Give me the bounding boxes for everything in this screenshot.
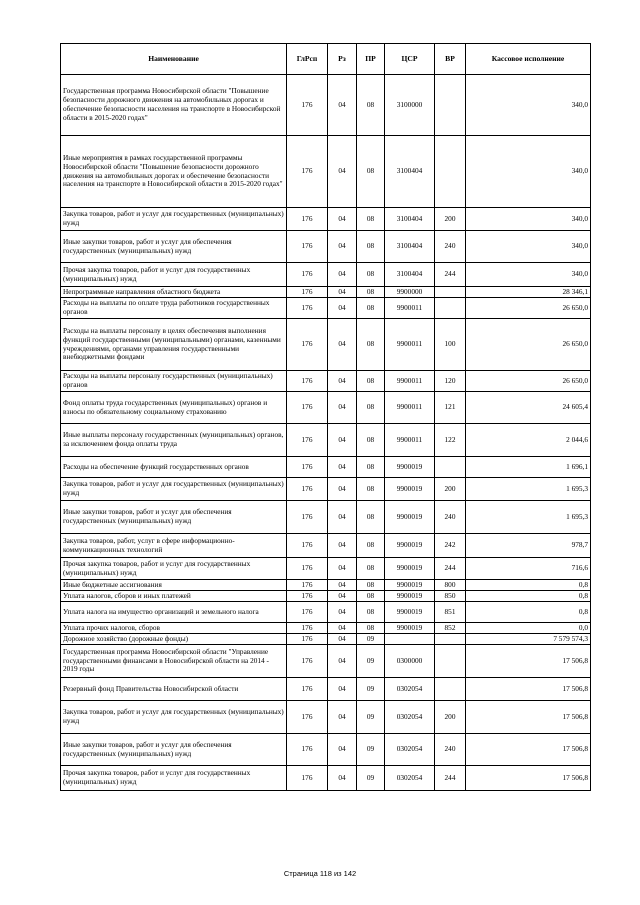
table-row [61, 634, 591, 645]
cell-csr: 0302054 [385, 701, 435, 734]
cell-glrsp: 176 [287, 298, 328, 319]
cell-glrsp: 176 [287, 319, 328, 371]
budget-execution-table [60, 43, 591, 791]
cell-glrsp: 176 [287, 231, 328, 263]
cell-vr [435, 298, 466, 319]
cell-csr: 0300000 [385, 645, 435, 678]
cell-amount: 0,0 [466, 623, 591, 634]
cell-glrsp: 176 [287, 701, 328, 734]
table-row [61, 478, 591, 501]
cell-vr [435, 645, 466, 678]
cell-rz: 04 [328, 478, 357, 501]
table-row [61, 136, 591, 208]
cell-vr [435, 678, 466, 701]
cell-amount: 17 506,8 [466, 766, 591, 791]
table-row [61, 231, 591, 263]
cell-glrsp: 176 [287, 534, 328, 558]
cell-amount: 340,0 [466, 75, 591, 136]
cell-rz: 04 [328, 580, 357, 591]
table-row [61, 580, 591, 591]
cell-csr [385, 634, 435, 645]
header-pr: ПР [357, 44, 385, 75]
cell-pr: 09 [357, 734, 385, 766]
cell-amount: 978,7 [466, 534, 591, 558]
cell-name: Прочая закупка товаров, работ и услуг для государственных (муниципальных) нужд [61, 558, 287, 580]
cell-vr: 200 [435, 208, 466, 231]
cell-rz: 04 [328, 623, 357, 634]
cell-pr: 08 [357, 208, 385, 231]
table-row [61, 766, 591, 791]
cell-glrsp: 176 [287, 623, 328, 634]
cell-name: Прочая закупка товаров, работ и услуг для государственных (муниципальных) нужд [61, 766, 287, 791]
table-row [61, 558, 591, 580]
cell-csr: 9900011 [385, 298, 435, 319]
cell-csr: 9900000 [385, 287, 435, 298]
cell-name: Закупка товаров, работ и услуг для государственных (муниципальных) нужд [61, 701, 287, 734]
cell-glrsp: 176 [287, 580, 328, 591]
cell-vr: 850 [435, 591, 466, 602]
cell-vr: 244 [435, 558, 466, 580]
cell-csr: 0302054 [385, 766, 435, 791]
table-header-row [61, 44, 591, 75]
cell-glrsp: 176 [287, 371, 328, 392]
table-row [61, 319, 591, 371]
cell-rz: 04 [328, 424, 357, 457]
table-row [61, 534, 591, 558]
table-row [61, 208, 591, 231]
cell-csr: 3100404 [385, 208, 435, 231]
cell-vr: 100 [435, 319, 466, 371]
cell-glrsp: 176 [287, 457, 328, 478]
cell-rz: 04 [328, 734, 357, 766]
cell-rz: 04 [328, 75, 357, 136]
cell-glrsp: 176 [287, 558, 328, 580]
cell-csr: 9900019 [385, 534, 435, 558]
table-row [61, 298, 591, 319]
cell-csr: 9900019 [385, 478, 435, 501]
cell-amount: 0,8 [466, 580, 591, 591]
cell-amount: 340,0 [466, 231, 591, 263]
cell-vr: 120 [435, 371, 466, 392]
header-rz: Рз [328, 44, 357, 75]
cell-name: Иные закупки товаров, работ и услуг для обеспечения государственных (муниципальных) нужд [61, 501, 287, 534]
cell-vr: 244 [435, 766, 466, 791]
cell-name: Иные закупки товаров, работ и услуг для обеспечения государственных (муниципальных) нужд [61, 734, 287, 766]
table-row [61, 645, 591, 678]
cell-name: Прочая закупка товаров, работ и услуг для государственных (муниципальных) нужд [61, 263, 287, 287]
cell-name: Расходы на обеспечение функций государственных органов [61, 457, 287, 478]
cell-name: Закупка товаров, работ и услуг для государственных (муниципальных) нужд [61, 208, 287, 231]
cell-glrsp: 176 [287, 287, 328, 298]
cell-pr: 08 [357, 558, 385, 580]
header-amount: Кассовое исполнение [466, 44, 591, 75]
cell-rz: 04 [328, 457, 357, 478]
page-number: Страница 118 из 142 [283, 869, 357, 878]
cell-name: Закупка товаров, работ и услуг для государственных (муниципальных) нужд [61, 478, 287, 501]
cell-glrsp: 176 [287, 263, 328, 287]
cell-glrsp: 176 [287, 136, 328, 208]
table-row [61, 424, 591, 457]
cell-amount: 340,0 [466, 263, 591, 287]
cell-pr: 09 [357, 766, 385, 791]
cell-pr: 08 [357, 580, 385, 591]
cell-rz: 04 [328, 645, 357, 678]
cell-rz: 04 [328, 136, 357, 208]
cell-amount: 1 695,3 [466, 478, 591, 501]
cell-rz: 04 [328, 634, 357, 645]
cell-name: Уплата прочих налогов, сборов [61, 623, 287, 634]
cell-pr: 08 [357, 136, 385, 208]
cell-vr: 122 [435, 424, 466, 457]
cell-pr: 08 [357, 623, 385, 634]
cell-rz: 04 [328, 501, 357, 534]
cell-rz: 04 [328, 208, 357, 231]
cell-rz: 04 [328, 701, 357, 734]
cell-vr: 240 [435, 231, 466, 263]
cell-pr: 09 [357, 634, 385, 645]
cell-glrsp: 176 [287, 634, 328, 645]
cell-csr: 9900019 [385, 591, 435, 602]
cell-pr: 08 [357, 371, 385, 392]
cell-pr: 08 [357, 457, 385, 478]
cell-rz: 04 [328, 766, 357, 791]
cell-pr: 08 [357, 478, 385, 501]
cell-glrsp: 176 [287, 392, 328, 424]
cell-pr: 08 [357, 501, 385, 534]
cell-pr: 08 [357, 75, 385, 136]
cell-pr: 08 [357, 231, 385, 263]
cell-pr: 08 [357, 534, 385, 558]
cell-name: Государственная программа Новосибирской области "Повышение безопасности дорожного движения на автомобильных дорогах и обеспечение безопасности населения на транспорте в Новосибирской области в 2015-2020 годах" [61, 75, 287, 136]
cell-rz: 04 [328, 287, 357, 298]
cell-amount: 17 506,8 [466, 734, 591, 766]
cell-vr: 240 [435, 501, 466, 534]
cell-vr: 240 [435, 734, 466, 766]
cell-glrsp: 176 [287, 424, 328, 457]
cell-csr: 9900019 [385, 602, 435, 623]
cell-pr: 09 [357, 678, 385, 701]
cell-name: Государственная программа Новосибирской области "Управление государственными финансами в Новосибирской области на 2014 - 2019 годы [61, 645, 287, 678]
cell-glrsp: 176 [287, 75, 328, 136]
cell-amount: 17 506,8 [466, 645, 591, 678]
table-row [61, 734, 591, 766]
cell-vr: 852 [435, 623, 466, 634]
cell-rz: 04 [328, 558, 357, 580]
cell-csr: 9900011 [385, 319, 435, 371]
cell-csr: 3100404 [385, 136, 435, 208]
cell-rz: 04 [328, 371, 357, 392]
cell-rz: 04 [328, 591, 357, 602]
cell-vr: 244 [435, 263, 466, 287]
cell-csr: 3100404 [385, 263, 435, 287]
cell-amount: 340,0 [466, 208, 591, 231]
cell-pr: 08 [357, 591, 385, 602]
cell-csr: 9900019 [385, 623, 435, 634]
cell-amount: 0,8 [466, 602, 591, 623]
cell-csr: 0302054 [385, 678, 435, 701]
cell-amount: 24 605,4 [466, 392, 591, 424]
cell-rz: 04 [328, 298, 357, 319]
cell-glrsp: 176 [287, 734, 328, 766]
cell-amount: 716,6 [466, 558, 591, 580]
header-name: Наименование [61, 44, 287, 75]
table-row [61, 263, 591, 287]
cell-csr: 9900019 [385, 558, 435, 580]
cell-rz: 04 [328, 263, 357, 287]
cell-csr: 9900011 [385, 392, 435, 424]
cell-name: Расходы на выплаты по оплате труда работников государственных органов [61, 298, 287, 319]
cell-name: Иные закупки товаров, работ и услуг для обеспечения государственных (муниципальных) нужд [61, 231, 287, 263]
cell-glrsp: 176 [287, 645, 328, 678]
cell-name: Расходы на выплаты персоналу в целях обеспечения выполнения функций государственными (муниципальными) органами, казенными учреждениями, органами управления государственными внебюджетными фондами [61, 319, 287, 371]
table-row [61, 591, 591, 602]
cell-pr: 08 [357, 602, 385, 623]
cell-name: Резервный фонд Правительства Новосибирской области [61, 678, 287, 701]
cell-amount: 28 346,1 [466, 287, 591, 298]
header-vr: ВР [435, 44, 466, 75]
cell-name: Непрограммные направления областного бюджета [61, 287, 287, 298]
cell-vr [435, 287, 466, 298]
cell-amount: 2 044,6 [466, 424, 591, 457]
cell-amount: 17 506,8 [466, 678, 591, 701]
table-row [61, 371, 591, 392]
cell-rz: 04 [328, 319, 357, 371]
cell-pr: 08 [357, 263, 385, 287]
cell-name: Уплата налогов, сборов и иных платежей [61, 591, 287, 602]
cell-pr: 09 [357, 645, 385, 678]
cell-rz: 04 [328, 534, 357, 558]
table-row [61, 678, 591, 701]
table-row [61, 75, 591, 136]
cell-vr: 800 [435, 580, 466, 591]
cell-pr: 08 [357, 287, 385, 298]
cell-name: Дорожное хозяйство (дорожные фонды) [61, 634, 287, 645]
cell-pr: 08 [357, 392, 385, 424]
table-row [61, 392, 591, 424]
cell-name: Расходы на выплаты персоналу государственных (муниципальных) органов [61, 371, 287, 392]
cell-csr: 9900019 [385, 501, 435, 534]
cell-name: Иные мероприятия в рамках государственной программы Новосибирской области "Повышение безопасности дорожного движения на автомобильных дорогах и обеспечение безопасности населения на транспорте в Новосибирской области в 2015-2020 годах" [61, 136, 287, 208]
cell-amount: 0,8 [466, 591, 591, 602]
cell-amount: 340,0 [466, 136, 591, 208]
cell-name: Уплата налога на имущество организаций и земельного налога [61, 602, 287, 623]
cell-pr: 09 [357, 701, 385, 734]
cell-vr: 200 [435, 701, 466, 734]
cell-csr: 3100000 [385, 75, 435, 136]
cell-rz: 04 [328, 231, 357, 263]
table-row [61, 287, 591, 298]
table-row [61, 457, 591, 478]
cell-vr [435, 75, 466, 136]
cell-glrsp: 176 [287, 501, 328, 534]
cell-glrsp: 176 [287, 208, 328, 231]
cell-amount: 26 650,0 [466, 319, 591, 371]
cell-pr: 08 [357, 298, 385, 319]
cell-csr: 0302054 [385, 734, 435, 766]
table-row [61, 501, 591, 534]
table-row [61, 701, 591, 734]
cell-pr: 08 [357, 319, 385, 371]
cell-amount: 26 650,0 [466, 298, 591, 319]
cell-csr: 3100404 [385, 231, 435, 263]
cell-glrsp: 176 [287, 591, 328, 602]
cell-name: Фонд оплаты труда государственных (муниципальных) органов и взносы по обязательному социальному страхованию [61, 392, 287, 424]
cell-amount: 1 695,3 [466, 501, 591, 534]
cell-amount: 17 506,8 [466, 701, 591, 734]
cell-glrsp: 176 [287, 602, 328, 623]
cell-vr [435, 457, 466, 478]
cell-vr [435, 136, 466, 208]
cell-pr: 08 [357, 424, 385, 457]
cell-vr: 242 [435, 534, 466, 558]
table-row [61, 602, 591, 623]
cell-amount: 1 696,1 [466, 457, 591, 478]
header-glrsp: ГлРсп [287, 44, 328, 75]
cell-csr: 9900011 [385, 424, 435, 457]
cell-csr: 9900011 [385, 371, 435, 392]
cell-name: Закупка товаров, работ, услуг в сфере информационно-коммуникационных технологий [61, 534, 287, 558]
cell-vr: 851 [435, 602, 466, 623]
cell-vr: 121 [435, 392, 466, 424]
cell-glrsp: 176 [287, 766, 328, 791]
cell-name: Иные бюджетные ассигнования [61, 580, 287, 591]
header-csr: ЦСР [385, 44, 435, 75]
cell-vr: 200 [435, 478, 466, 501]
table-row [61, 623, 591, 634]
cell-csr: 9900019 [385, 580, 435, 591]
cell-amount: 7 579 574,3 [466, 634, 591, 645]
cell-rz: 04 [328, 602, 357, 623]
cell-name: Иные выплаты персоналу государственных (муниципальных) органов, за исключением фонда оплаты труда [61, 424, 287, 457]
cell-glrsp: 176 [287, 678, 328, 701]
cell-glrsp: 176 [287, 478, 328, 501]
cell-amount: 26 650,0 [466, 371, 591, 392]
cell-vr [435, 634, 466, 645]
cell-csr: 9900019 [385, 457, 435, 478]
cell-rz: 04 [328, 678, 357, 701]
cell-rz: 04 [328, 392, 357, 424]
